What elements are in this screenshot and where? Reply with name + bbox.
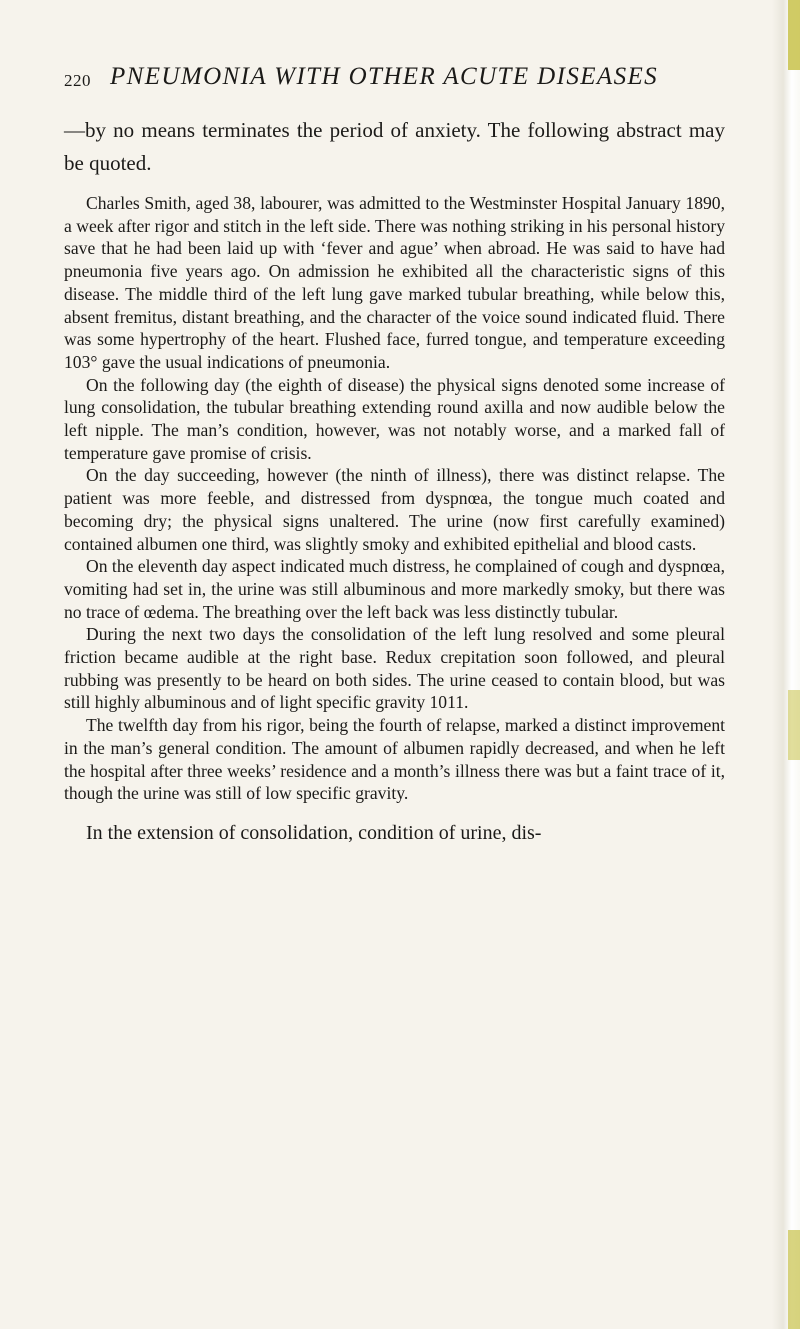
body-text: [64, 114, 725, 847]
edge-stain: [788, 0, 800, 70]
page-number: 220: [64, 71, 91, 90]
edge-stain: [788, 690, 800, 760]
day-nine-paragraph: On the day succeeding, however (the ninth of illness), there was distinct relapse. The patient was more feeble, and distressed from dyspnœa, the tongue much coated and becoming dry; the physical signs unaltered. The urine (now first carefully examined) contained albumen one third, was slightly smoky and exhibited epithelial and blood casts.: [64, 465, 725, 554]
resolution-paragraph: During the next two days the consolidation of the left lung resolved and some pleural friction became audible at the right base. Redux crepitation soon followed, and pleural rubbing was presently to be heard on both sides. The urine ceased to contain blood, but was still highly albuminous and of light specific gravity 1011.: [64, 624, 725, 713]
running-head: PNEUMONIA WITH OTHER ACUTE DISEASES: [110, 63, 659, 90]
opening-paragraph: —by no means terminates the period of anxiety. The following abstract may be quoted.: [64, 118, 725, 175]
day-eleven-paragraph: On the eleventh day aspect indicated much distress, he complained of cough and dyspnœa, vomiting had set in, the urine was still albuminous and more markedly smoky, but there was no trace of œdema. The breathing over the left back was less distinctly tubular.: [64, 556, 725, 622]
day-twelve-paragraph: The twelfth day from his rigor, being the fourth of relapse, marked a distinct improvement in the man’s general condition. The amount of albumen rapidly decreased, and when he left the hospital after three weeks’ residence and a month’s illness there was but a faint trace of it, though the urine was still of low specific gravity.: [64, 715, 725, 804]
edge-stain: [788, 1230, 800, 1329]
case-history-paragraph: Charles Smith, aged 38, labourer, was admitted to the Westminster Hospital January 1890, a week after rigor and stitch in the left side. There was nothing striking in his personal history save that he had been laid up with ‘fever and ague’ when abroad. He was said to have had pneumonia five years ago. On admission he exhibited all the characteristic signs of this disease. The middle third of the left lung gave marked tubular breathing, while below this, absent fremitus, distant breathing, and the character of the voice sound indicated fluid. There was some hypertrophy of the heart. Flushed face, furred tongue, and temperature exceeding 103° gave the usual indications of pneumonia.: [64, 193, 725, 372]
closing-line: In the extension of consolidation, condition of urine, dis-: [86, 821, 542, 844]
day-eight-paragraph: On the following day (the eighth of disease) the physical signs denoted some increase of lung consolidation, the tubular breathing extending round axilla and now audible below the left nipple. The man’s condition, however, was not notably worse, and a marked fall of temperature gave promise of crisis.: [64, 374, 725, 463]
page-edge: [772, 0, 800, 1329]
page-header: [64, 63, 724, 93]
